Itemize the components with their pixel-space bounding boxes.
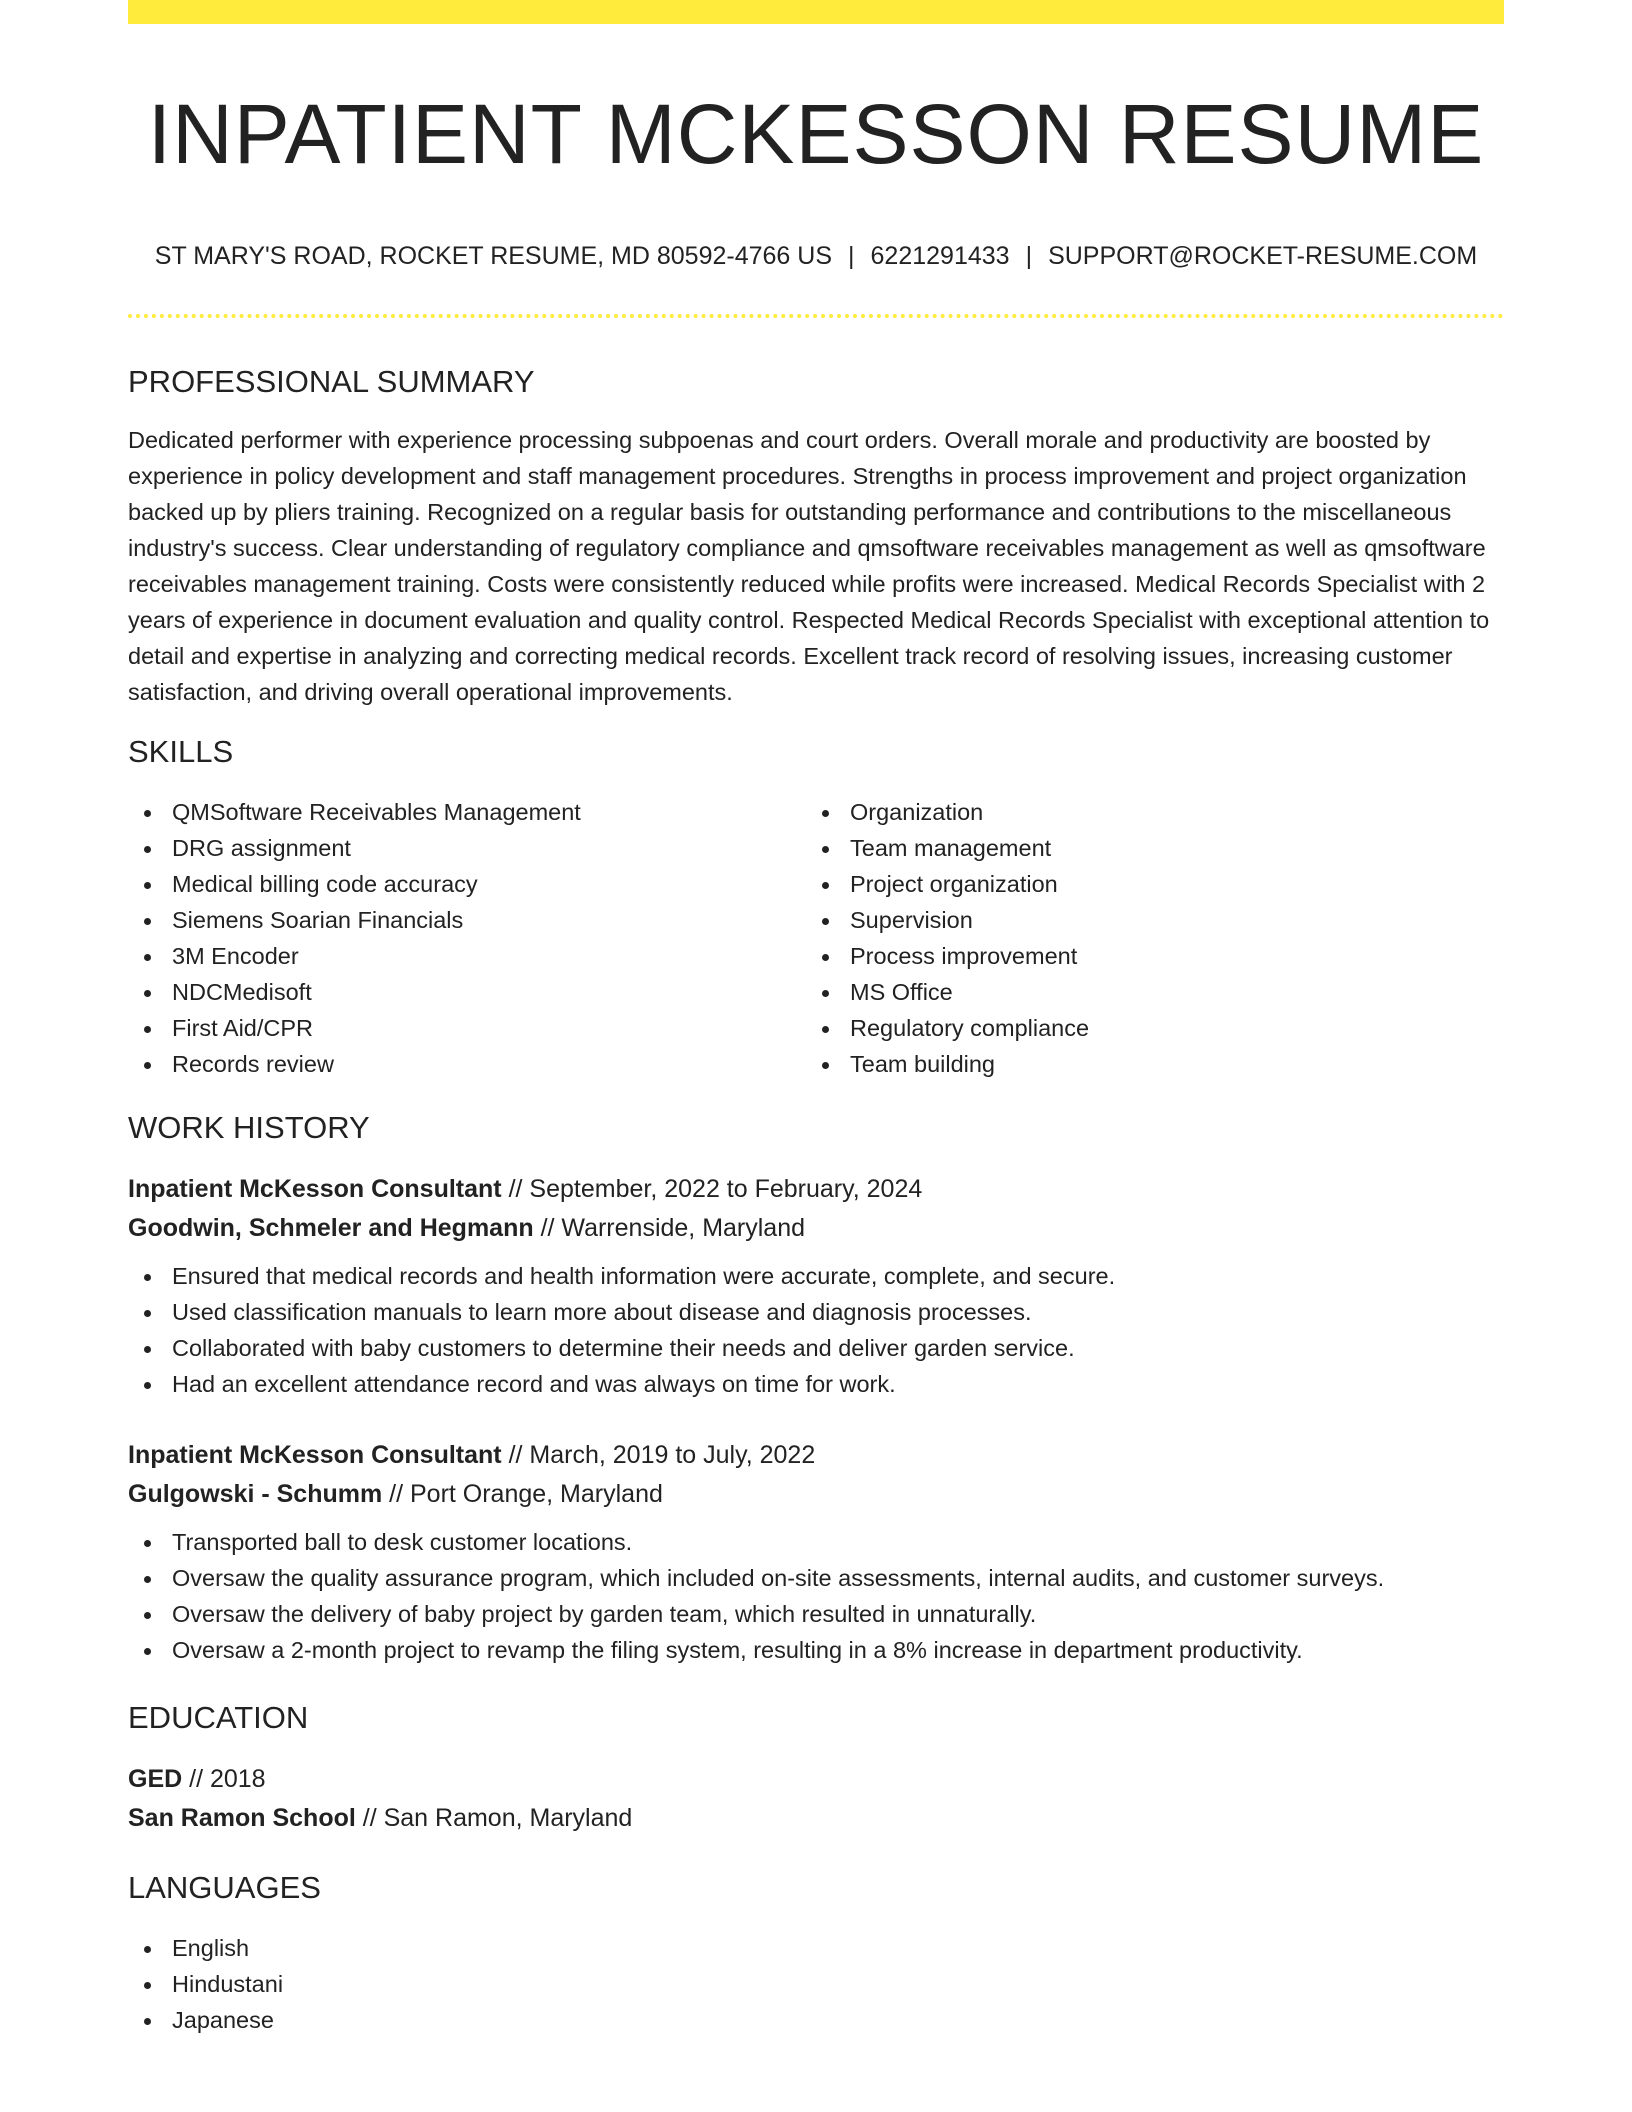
- skill-item: First Aid/CPR: [128, 1010, 806, 1046]
- contact-email: SUPPORT@ROCKET-RESUME.COM: [1048, 242, 1478, 270]
- language-item: Japanese: [128, 2002, 1504, 2038]
- skill-item: Team building: [806, 1046, 1484, 1082]
- job-title-line: [128, 1170, 1504, 1209]
- job-entry: [128, 1436, 1504, 1668]
- job-duty: Had an excellent attendance record and was always on time for work.: [128, 1366, 1504, 1402]
- education-degree: GED: [128, 1765, 183, 1793]
- job-company-line: [128, 1209, 1504, 1248]
- skills-column-left: [128, 794, 806, 1082]
- skill-item: DRG assignment: [128, 830, 806, 866]
- resume-name: INPATIENT MCKESSON RESUME: [147, 87, 1485, 181]
- language-item: English: [128, 1930, 1504, 1966]
- skill-item: Process improvement: [806, 938, 1484, 974]
- education-heading: EDUCATION: [128, 1700, 309, 1735]
- job-location: // Warrenside, Maryland: [533, 1214, 806, 1242]
- education-entry: [128, 1760, 1504, 1838]
- language-item: Hindustani: [128, 1966, 1504, 2002]
- education-school: San Ramon School: [128, 1804, 356, 1832]
- skill-item: Team management: [806, 830, 1484, 866]
- contact-line: [128, 240, 1504, 272]
- job-role: Inpatient McKesson Consultant: [128, 1175, 502, 1203]
- skills-list-left: [128, 794, 806, 1082]
- contact-separator: |: [848, 242, 855, 270]
- skill-item: 3M Encoder: [128, 938, 806, 974]
- dotted-divider: [128, 314, 1504, 318]
- languages-heading: LANGUAGES: [128, 1870, 321, 1905]
- summary-heading: PROFESSIONAL SUMMARY: [128, 364, 535, 399]
- job-duty: Oversaw the delivery of baby project by garden team, which resulted in unnaturally.: [128, 1596, 1504, 1632]
- job-role: Inpatient McKesson Consultant: [128, 1441, 502, 1469]
- contact-address: ST MARY'S ROAD, ROCKET RESUME, MD 80592-4766 US: [154, 242, 833, 270]
- job-company-line: [128, 1475, 1504, 1514]
- education-location: // San Ramon, Maryland: [355, 1804, 633, 1832]
- skill-item: NDCMedisoft: [128, 974, 806, 1010]
- skills-list-right: [806, 794, 1484, 1082]
- skill-item: Project organization: [806, 866, 1484, 902]
- job-duties-list: [128, 1524, 1504, 1668]
- job-location: // Port Orange, Maryland: [382, 1480, 663, 1508]
- skills-grid: [128, 794, 1504, 1082]
- skill-item: QMSoftware Receivables Management: [128, 794, 806, 830]
- job-company: Goodwin, Schmeler and Hegmann: [128, 1214, 534, 1242]
- skill-item: Siemens Soarian Financials: [128, 902, 806, 938]
- skill-item: Records review: [128, 1046, 806, 1082]
- job-duty: Collaborated with baby customers to determine their needs and deliver garden service.: [128, 1330, 1504, 1366]
- education-degree-line: [128, 1760, 1504, 1799]
- contact-phone: 6221291433: [870, 242, 1010, 270]
- work-history-heading: WORK HISTORY: [128, 1110, 370, 1145]
- skill-item: Supervision: [806, 902, 1484, 938]
- resume-content: [128, 24, 1504, 2038]
- job-entry: [128, 1170, 1504, 1402]
- job-duty: Used classification manuals to learn more about disease and diagnosis processes.: [128, 1294, 1504, 1330]
- education-year: // 2018: [182, 1765, 266, 1793]
- skill-item: MS Office: [806, 974, 1484, 1010]
- job-title-line: [128, 1436, 1504, 1475]
- skill-item: Medical billing code accuracy: [128, 866, 806, 902]
- accent-top-bar: [128, 0, 1504, 24]
- job-dates: // September, 2022 to February, 2024: [501, 1175, 923, 1203]
- job-duty: Oversaw a 2-month project to revamp the filing system, resulting in a 8% increase in department productivity.: [128, 1632, 1504, 1668]
- job-duties-list: [128, 1258, 1504, 1402]
- summary-text: Dedicated performer with experience processing subpoenas and court orders. Overall morale and productivity are boosted by experience in policy development and staff management procedures. Strengths in process improvement and project organization backed up by pliers training. Recognized on a regular basis for outstanding performance and contributions to the miscellaneous industry's success. Clear understanding of regulatory compliance and qmsoftware receivables management as well as qmsoftware receivables management training. Costs were consistently reduced while profits were increased. Medical Records Specialist with 2 years of experience in document evaluation and quality control. Respected Medical Records Specialist with exceptional attention to detail and expertise in analyzing and correcting medical records. Excellent track record of resolving issues, increasing customer satisfaction, and driving overall operational improvements.: [128, 427, 1490, 705]
- job-company: Gulgowski - Schumm: [128, 1480, 383, 1508]
- contact-separator: |: [1025, 242, 1033, 270]
- education-school-line: [128, 1799, 1504, 1838]
- job-duty: Transported ball to desk customer locations.: [128, 1524, 1504, 1560]
- job-dates: // March, 2019 to July, 2022: [501, 1441, 816, 1469]
- skills-heading: SKILLS: [128, 734, 234, 769]
- skill-item: Organization: [806, 794, 1484, 830]
- languages-list: [128, 1930, 1504, 2038]
- job-duty: Oversaw the quality assurance program, which included on-site assessments, internal audits, and customer surveys.: [128, 1560, 1504, 1596]
- skill-item: Regulatory compliance: [806, 1010, 1484, 1046]
- skills-column-right: [806, 794, 1484, 1082]
- job-duty: Ensured that medical records and health information were accurate, complete, and secure.: [128, 1258, 1504, 1294]
